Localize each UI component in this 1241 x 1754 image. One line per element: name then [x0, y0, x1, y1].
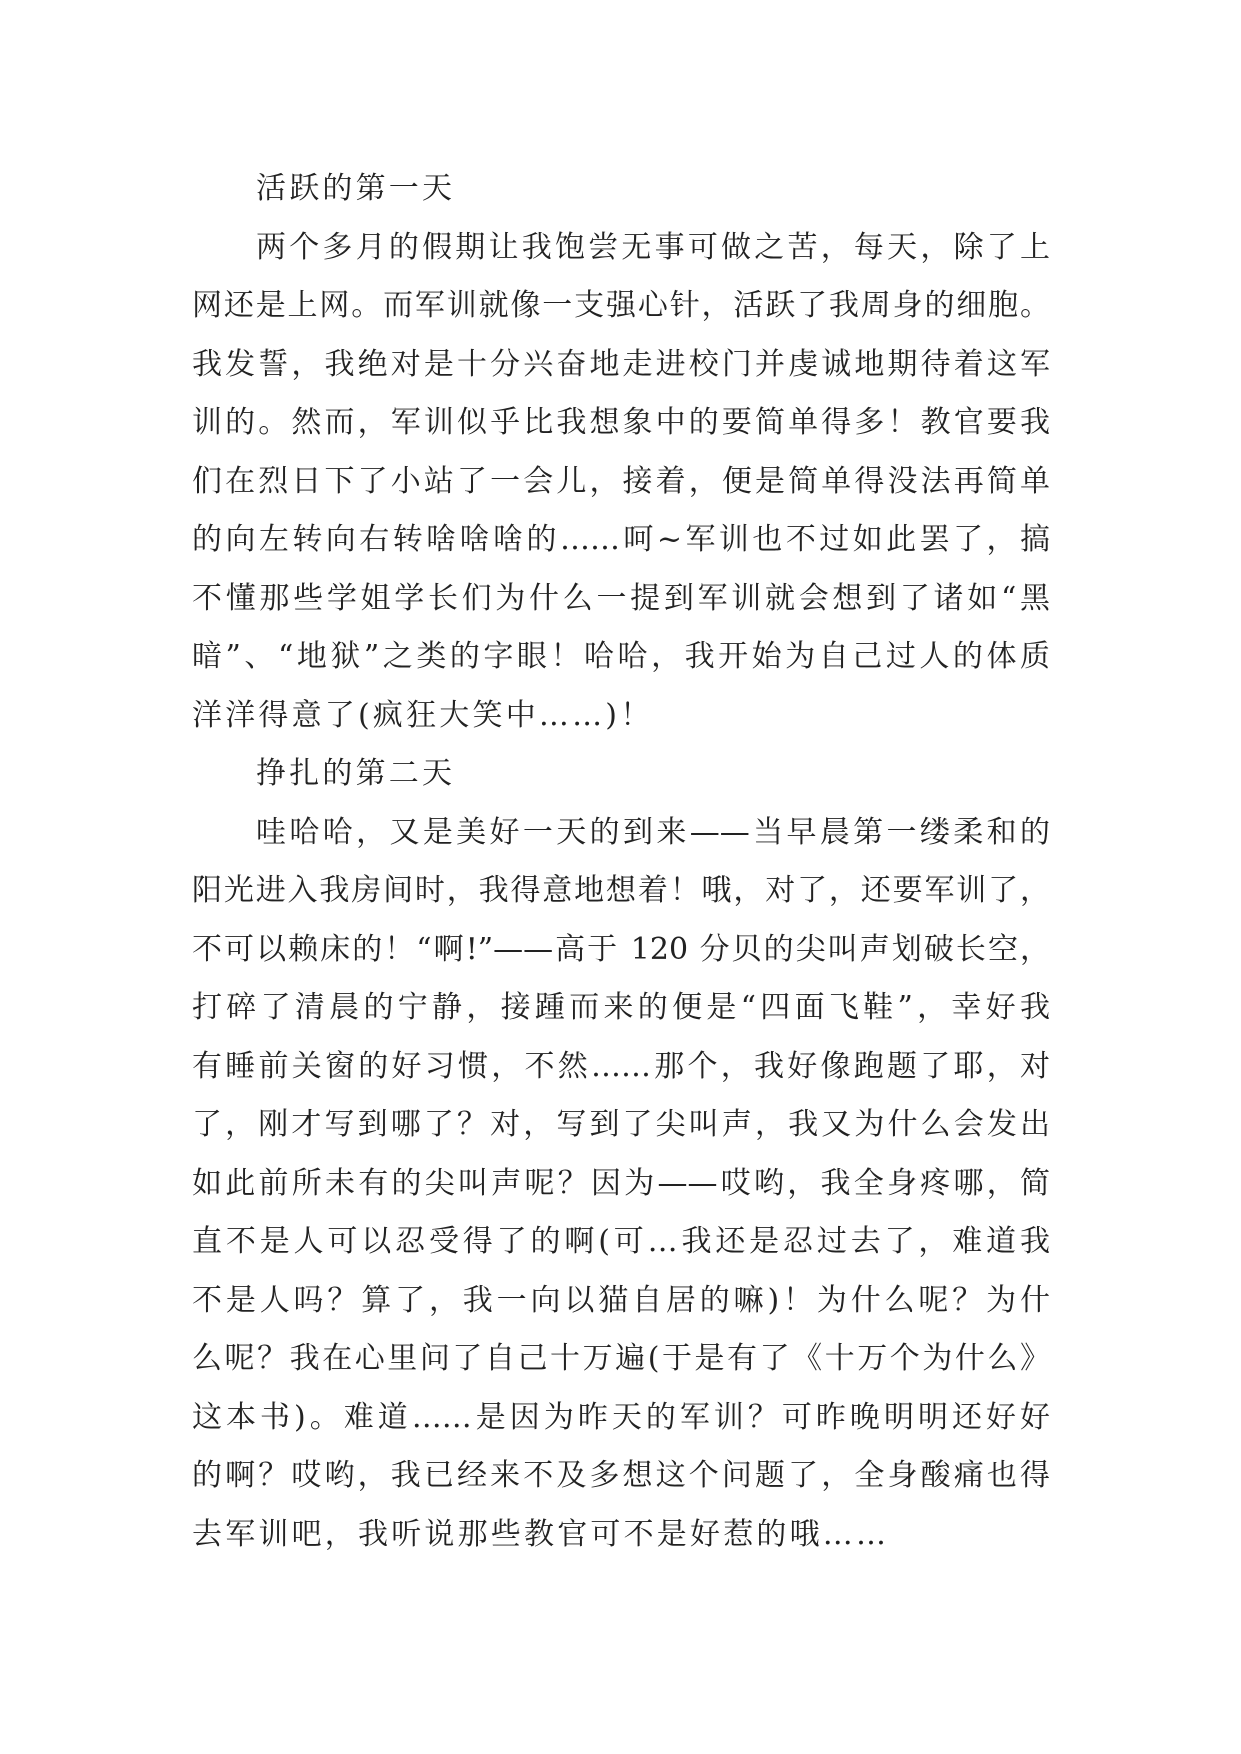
paragraph-line: 阳光进入我房间时，我得意地想着！哦，对了，还要军训了，: [192, 873, 1050, 908]
paragraph-line: 如此前所未有的尖叫声呢？因为——哎哟，我全身疼哪，简: [192, 1165, 1050, 1201]
paragraph-line: 么呢？我在心里问了自己十万遍(于是有了《十万个为什么》: [192, 1341, 1050, 1376]
section-heading: 活跃的第一天: [256, 171, 456, 206]
paragraph-line: 两个多月的假期让我饱尝无事可做之苦，每天，除了上: [256, 229, 1050, 265]
section-day-one: [192, 160, 1050, 745]
paragraph-line: 哇哈哈，又是美好一天的到来——当早晨第一缕柔和的: [256, 814, 1050, 850]
paragraph-line: 网还是上网。而军训就像一支强心针，活跃了我周身的细胞。: [192, 288, 1050, 323]
paragraph-line: 不懂那些学姐学长们为什么一提到军训就会想到了诸如“黑: [192, 580, 1050, 616]
paragraph-line: 洋洋得意了(疯狂大笑中……)！: [192, 697, 654, 733]
paragraph-line: 去军训吧，我听说那些教官可不是好惹的哦……: [192, 1516, 890, 1552]
paragraph-line: 打碎了清晨的宁静，接踵而来的便是“四面飞鞋”，幸好我: [192, 990, 1050, 1025]
paragraph-line: 的向左转向右转啥啥啥的……呵~军训也不过如此罢了，搞: [192, 522, 1050, 557]
paragraph-line: 这本书)。难道……是因为昨天的军训？可昨晚明明还好好: [192, 1399, 1050, 1435]
paragraph-line: 我发誓，我绝对是十分兴奋地走进校门并虔诚地期待着这军: [192, 346, 1050, 382]
paragraph-line: 有睡前关窗的好习惯，不然……那个，我好像跑题了耶，对: [192, 1048, 1050, 1084]
section-day-two: [192, 745, 1050, 1564]
paragraph-line: 暗”、“地狱”之类的字眼！哈哈，我开始为自己过人的体质: [192, 639, 1050, 674]
paragraph-line: 们在烈日下了小站了一会儿，接着，便是简单得没法再简单: [192, 463, 1050, 499]
paragraph-line: 的啊？哎哟，我已经来不及多想这个问题了，全身酸痛也得: [192, 1458, 1050, 1493]
paragraph-line: 了，刚才写到哪了？对，写到了尖叫声，我又为什么会发出: [192, 1107, 1050, 1142]
document-body: [192, 160, 1050, 1564]
paragraph-line: 不可以赖床的！“啊!”——高于 120 分贝的尖叫声划破长空，: [192, 931, 1050, 967]
paragraph-line: 不是人吗？算了，我一向以猫自居的嘛)！为什么呢？为什: [192, 1282, 1050, 1318]
section-heading: 挣扎的第二天: [256, 756, 456, 791]
paragraph-line: 直不是人可以忍受得了的啊(可…我还是忍过去了，难道我: [192, 1224, 1050, 1259]
paragraph-line: 训的。然而，军训似乎比我想象中的要简单得多！教官要我: [192, 405, 1050, 440]
